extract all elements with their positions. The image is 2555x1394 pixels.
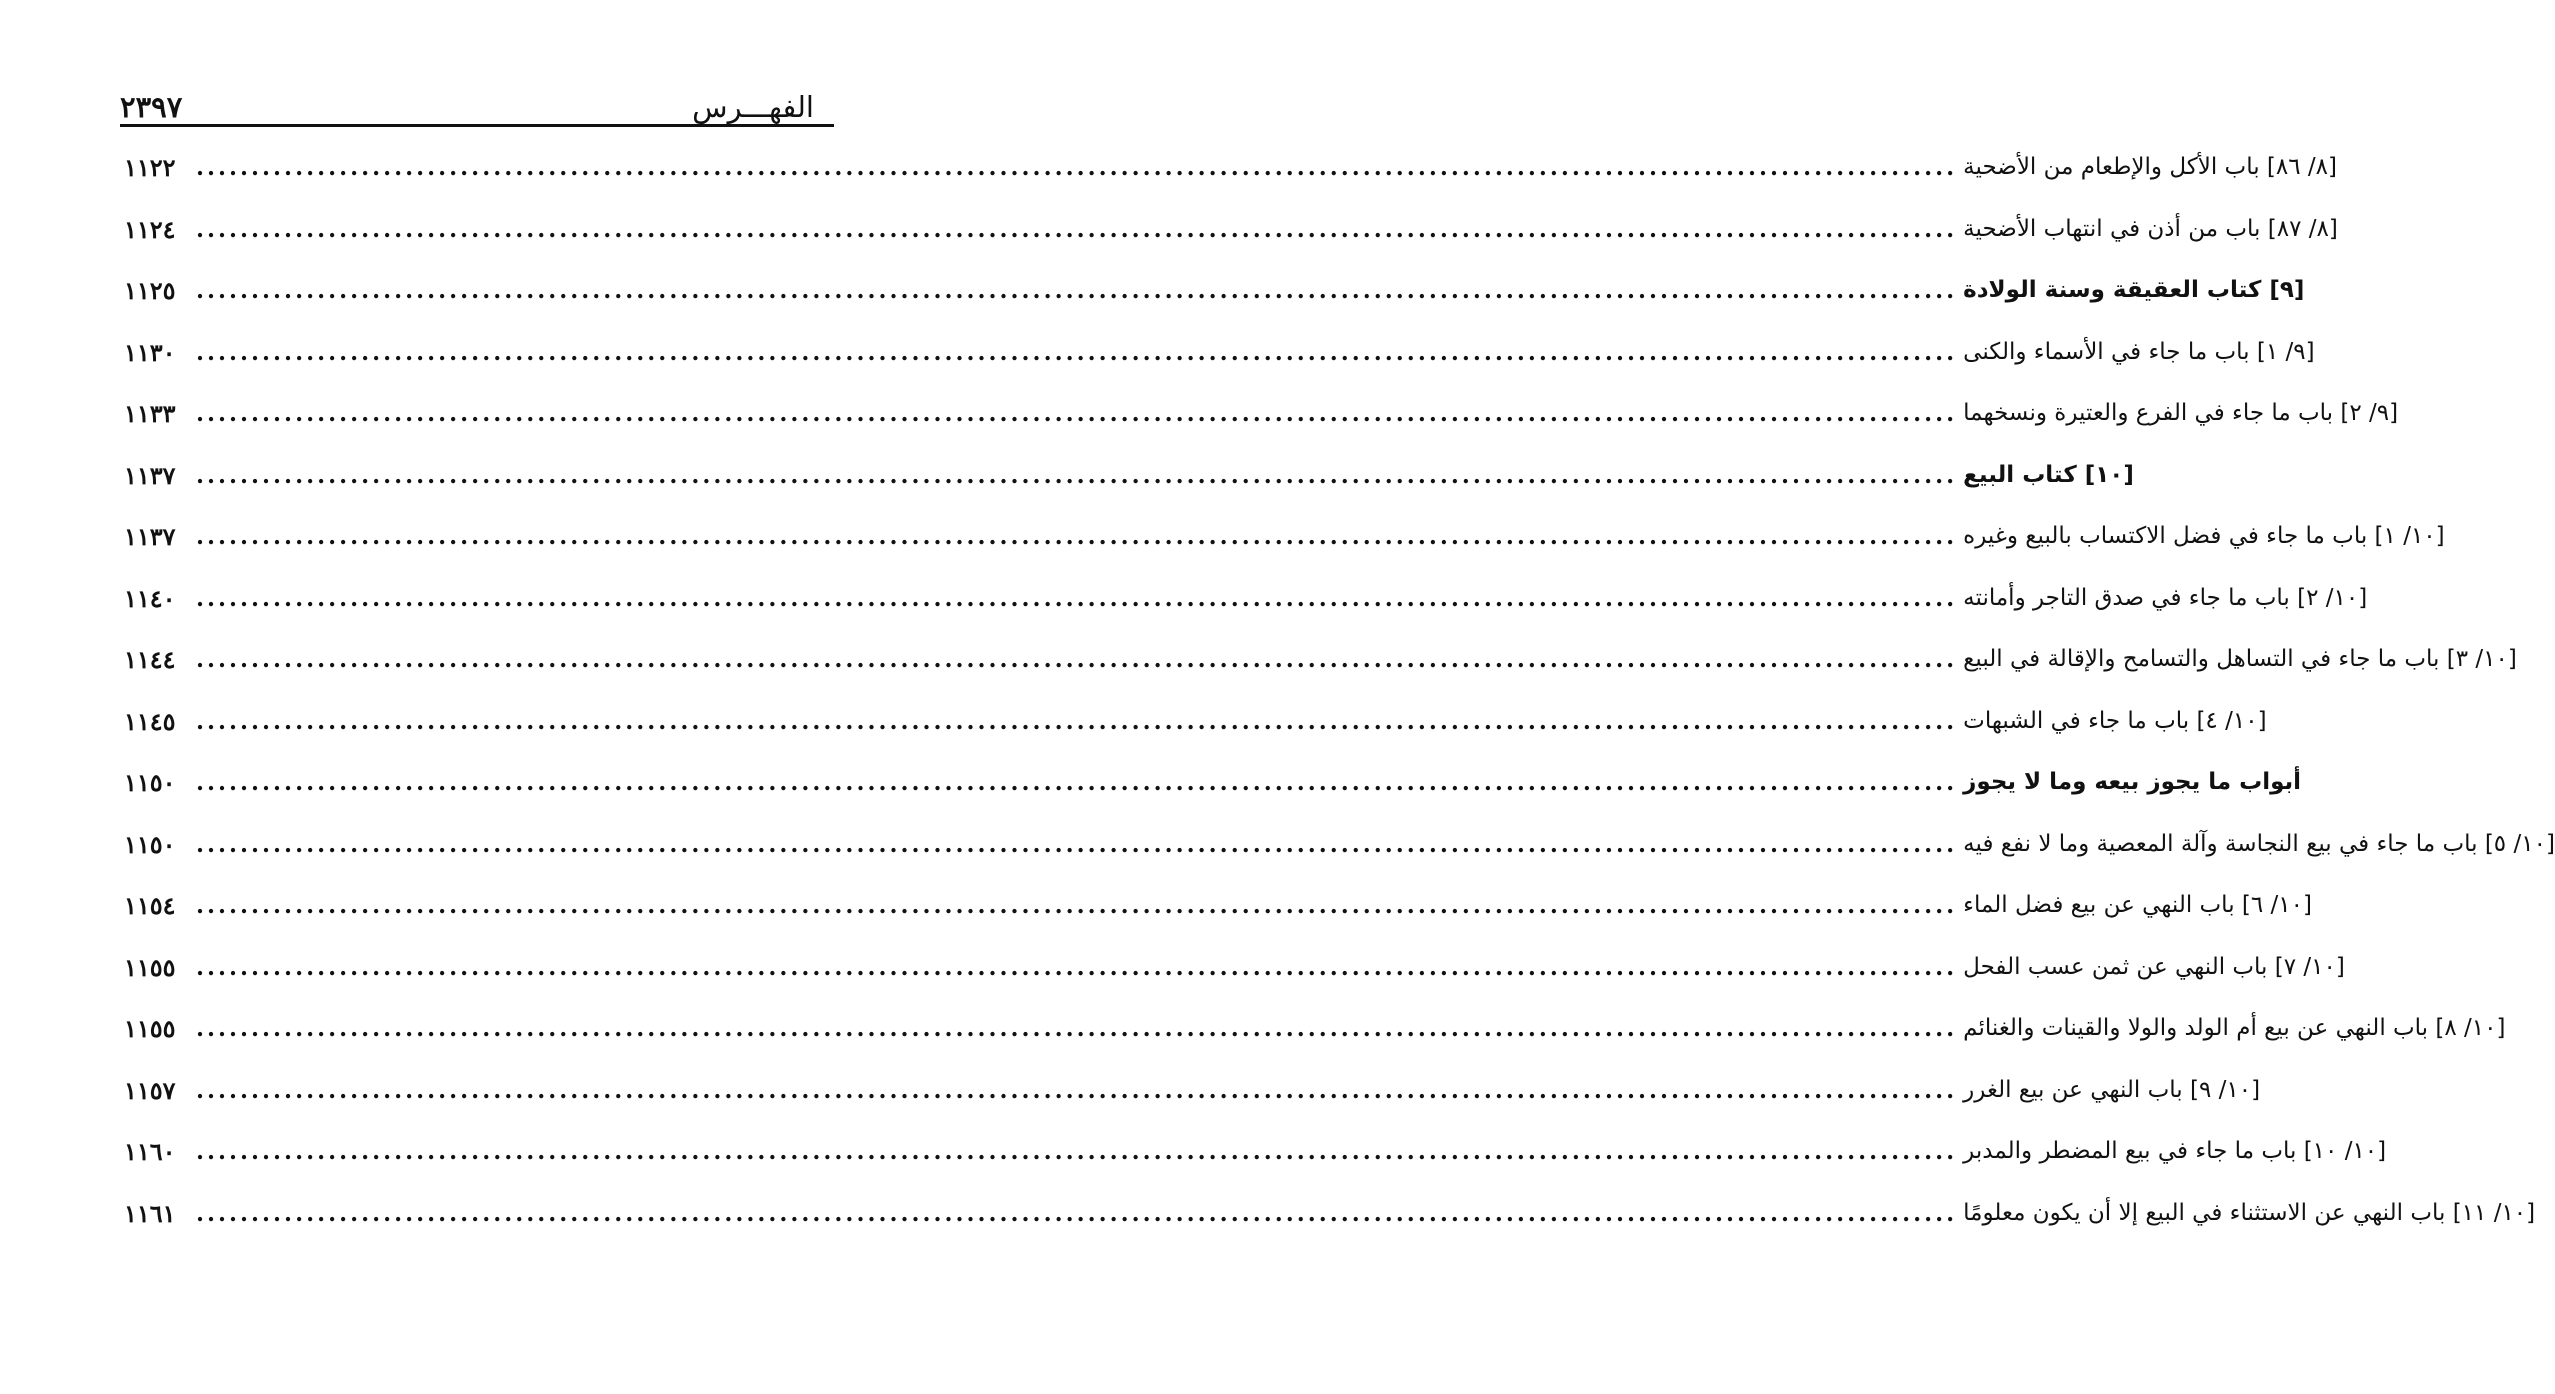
toc-entry[interactable]: [124, 696, 2267, 746]
header-rule: [120, 124, 834, 127]
toc-title: [١٠/ ٧] باب النهي عن ثمن عسب الفحل: [1963, 954, 2345, 980]
leader-dots: ................................................................................................................................................................: [196, 953, 1958, 981]
toc-page: ١١٤٤: [124, 644, 176, 674]
toc-page: ١١٤٠: [124, 583, 176, 613]
toc-title: [٩/ ٢] باب ما جاء في الفرع والعتيرة ونسخهما: [1963, 400, 2399, 426]
toc-page: ١١٥٤: [124, 890, 176, 920]
toc-title: [١٠/ ١٠] باب ما جاء في بيع المضطر والمدبر: [1963, 1138, 2387, 1164]
leader-dots: ................................................................................................................................................................: [196, 1076, 1958, 1104]
toc-entry[interactable]: [124, 450, 2134, 500]
page-title: الفهـــرس: [692, 90, 814, 124]
leader-dots: ................................................................................................................................................................: [196, 1014, 1958, 1042]
toc-entry[interactable]: [124, 265, 2305, 315]
toc-title: [٨/ ٨٧] باب من أذن في انتهاب الأضحية: [1963, 216, 2338, 242]
leader-dots: ................................................................................................................................................................: [196, 338, 1958, 366]
toc-title: [١٠/ ١] باب ما جاء في فضل الاكتساب بالبيع وغيره: [1963, 523, 2445, 549]
toc-entry[interactable]: [124, 757, 2302, 807]
toc-entry[interactable]: [124, 204, 2338, 254]
leader-dots: ................................................................................................................................................................: [196, 707, 1958, 735]
toc-title: [١٠/ ٢] باب ما جاء في صدق التاجر وأمانته: [1963, 585, 2368, 611]
toc-title: [٨/ ٨٦] باب الأكل والإطعام من الأضحية: [1963, 154, 2338, 180]
leader-dots: ................................................................................................................................................................: [196, 584, 1958, 612]
toc-title: [١٠/ ٦] باب النهي عن بيع فضل الماء: [1963, 892, 2312, 918]
toc-entry[interactable]: [124, 1065, 2261, 1115]
toc-title: [١٠] كتاب البيع: [1963, 462, 2134, 488]
toc-page: ١١٢٢: [124, 152, 176, 182]
toc-page: ١١٥٠: [124, 767, 176, 797]
toc-page: ١١٥٠: [124, 829, 176, 859]
toc-entry[interactable]: [124, 573, 2368, 623]
toc-entry[interactable]: [124, 1188, 2536, 1238]
toc-entry[interactable]: [124, 388, 2399, 438]
toc-title: أبواب ما يجوز بيعه وما لا يجوز: [1963, 769, 2302, 795]
leader-dots: ................................................................................................................................................................: [196, 276, 1958, 304]
leader-dots: ................................................................................................................................................................: [196, 522, 1958, 550]
leader-dots: ................................................................................................................................................................: [196, 768, 1958, 796]
toc-page: ١١٣٧: [124, 460, 176, 490]
leader-dots: ................................................................................................................................................................: [196, 645, 1958, 673]
toc-page: ١١٦٠: [124, 1136, 176, 1166]
toc-title: [١٠/ ٩] باب النهي عن بيع الغرر: [1963, 1077, 2261, 1103]
toc-title: [١٠/ ٣] باب ما جاء في التساهل والتسامح والإقالة في البيع: [1963, 646, 2517, 672]
leader-dots: ................................................................................................................................................................: [196, 153, 1958, 181]
toc-page: ١١٢٥: [124, 275, 176, 305]
toc-title: [١٠/ ٤] باب ما جاء في الشبهات: [1963, 708, 2267, 734]
toc-entry[interactable]: [124, 142, 2338, 192]
toc-entry[interactable]: [124, 511, 2445, 561]
leader-dots: ................................................................................................................................................................: [196, 891, 1958, 919]
toc-title: [١٠/ ٨] باب النهي عن بيع أم الولد والولا والقينات والغنائم: [1963, 1015, 2506, 1041]
toc-entry[interactable]: [124, 880, 2312, 930]
leader-dots: ................................................................................................................................................................: [196, 830, 1958, 858]
toc-entry[interactable]: [124, 1003, 2506, 1053]
leader-dots: ................................................................................................................................................................: [196, 1199, 1958, 1227]
page-number: ٢٣٩٧: [120, 90, 183, 124]
leader-dots: ................................................................................................................................................................: [196, 461, 1958, 489]
toc-entry[interactable]: [124, 634, 2517, 684]
leader-dots: ................................................................................................................................................................: [196, 215, 1958, 243]
page-header: [120, 88, 834, 128]
toc-page: ١١٢٤: [124, 214, 176, 244]
toc-title: [١٠/ ١١] باب النهي عن الاستثناء في البيع إلا أن يكون معلومًا: [1963, 1200, 2536, 1226]
leader-dots: ................................................................................................................................................................: [196, 1137, 1958, 1165]
toc-page: ١١٣٠: [124, 337, 176, 367]
toc-page: ١١٥٧: [124, 1075, 176, 1105]
toc-page: ١١٦١: [124, 1198, 176, 1228]
toc-title: [٩/ ١] باب ما جاء في الأسماء والكنى: [1963, 339, 2315, 365]
leader-dots: ................................................................................................................................................................: [196, 399, 1958, 427]
toc-page: ١١٤٥: [124, 706, 176, 736]
toc-page: ١١٣٧: [124, 521, 176, 551]
toc-entry[interactable]: [124, 819, 2555, 869]
toc-entry[interactable]: [124, 942, 2345, 992]
toc-page: ١١٥٥: [124, 1013, 176, 1043]
toc-entry[interactable]: [124, 327, 2315, 377]
toc-title: [٩] كتاب العقيقة وسنة الولادة: [1963, 277, 2305, 303]
toc-page: ١١٥٥: [124, 952, 176, 982]
toc-entry[interactable]: [124, 1126, 2387, 1176]
toc-title: [١٠/ ٥] باب ما جاء في بيع النجاسة وآلة المعصية وما لا نفع فيه: [1963, 831, 2555, 857]
toc-page: ١١٣٣: [124, 398, 176, 428]
